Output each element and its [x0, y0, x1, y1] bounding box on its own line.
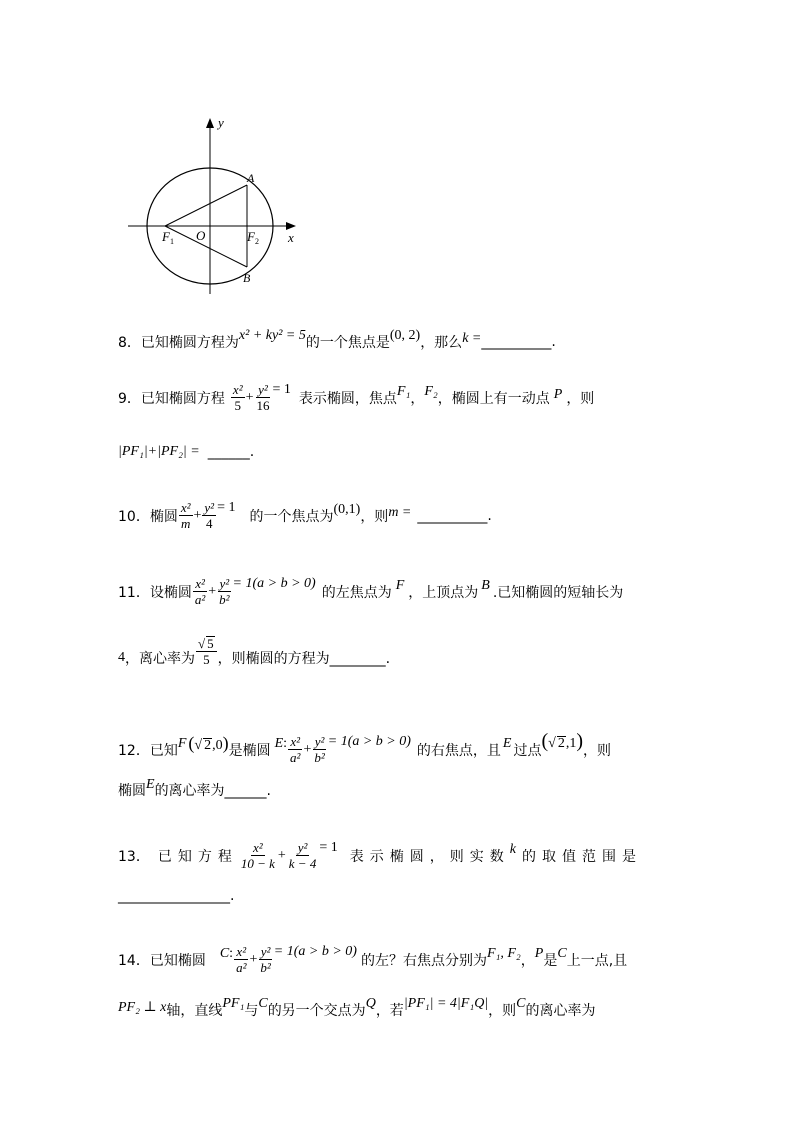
q9-text-end: ，则 [566, 390, 595, 407]
q8-equation: x² + ky² = 5 [238, 328, 306, 343]
q11-short-axis: 4 [118, 649, 125, 665]
q10-m: m = [388, 504, 412, 520]
label-x: x [288, 230, 294, 245]
q9-number: 9． [118, 390, 141, 407]
label-F1: F [162, 229, 170, 244]
q14-relation: |PF₁| = 4|F₁Q| [403, 996, 489, 1011]
q13-blank: ________________. [118, 888, 235, 904]
q12-text-l2b: 的离心率为______. [154, 783, 272, 799]
q11-condition: = 1(a > b > 0) [232, 575, 316, 591]
q11-frac-x-num: x² [195, 576, 205, 591]
x-axis-arrow [286, 222, 296, 230]
plus-sign: + [249, 951, 258, 967]
q9-frac-y [255, 382, 272, 413]
q8-number: 8． [118, 335, 141, 351]
q8-blank: __________. [481, 334, 556, 350]
q9-eq: = 1 [272, 381, 291, 397]
q11-frac-ecc [196, 636, 217, 667]
q9-text-post: ，椭圆上有一动点 [437, 390, 550, 407]
q11-B: B [481, 577, 490, 593]
q12-E3: E [146, 777, 155, 792]
question-10 [118, 500, 492, 531]
q14-Q: Q [365, 996, 376, 1011]
label-F2: F [247, 229, 255, 244]
q14-text-l2g: 的离心率为 [525, 1003, 596, 1019]
q12-E2: E [502, 735, 512, 751]
q11-frac-y-num: y² [219, 576, 230, 591]
q12-frac-x-num: x² [290, 734, 301, 749]
q12-frac-y-num: y² [314, 734, 325, 749]
q13-frac-x-num: x² [253, 840, 263, 855]
label-F1-sub: 1 [170, 237, 174, 246]
q14-frac-y-num: y² [260, 944, 271, 959]
q14-frac-y-den: b² [260, 960, 271, 975]
q12-frac-y-den: b² [314, 750, 325, 765]
question-14-line2 [118, 996, 596, 1020]
q12-colon: : [283, 735, 288, 751]
q10-frac-x-den: m [180, 516, 191, 531]
q10-eq: = 1 [217, 499, 236, 515]
q14-text-l2c: 与 [244, 1003, 259, 1019]
q9-frac-x-den: 5 [234, 398, 241, 413]
q13-frac-x [239, 840, 277, 871]
question-8 [118, 328, 556, 352]
q14-C2: C [557, 945, 567, 961]
q10-frac-y [202, 500, 216, 531]
q12-F: F [177, 735, 187, 751]
question-14 [118, 944, 627, 975]
q13-eq: = 1 [319, 839, 338, 855]
question-9-line2 [118, 444, 254, 460]
question-12 [118, 730, 612, 765]
q12-sqrt2b: 2 [557, 736, 565, 751]
q12-sqrt2: 2 [204, 738, 212, 753]
q13-text-mid: 表示椭圆，则实数 [349, 848, 510, 865]
q12-F-point: (√ 2,0) [188, 733, 229, 753]
q14-P: P [534, 945, 544, 961]
q13-text-post: 的取值范围是 [521, 848, 642, 865]
q10-text-pre: 椭圆 [149, 508, 178, 525]
q9-F1: F₁ [396, 383, 411, 399]
q12-text-end: ，则 [583, 742, 612, 759]
q10-text-post: ，则 [360, 508, 389, 525]
q9-F2: F₂ [424, 383, 438, 399]
q14-frac-x-num: x² [236, 944, 247, 959]
q12-pass-point: (√ 2,1) [541, 730, 584, 752]
q12-text-mid3: 过点 [513, 742, 542, 759]
segment-F1A [165, 185, 247, 226]
segment-F1B [165, 226, 247, 267]
q10-blank: __________. [417, 507, 492, 524]
question-12-line2 [118, 777, 272, 800]
q12-frac-x-den: a² [290, 750, 301, 765]
q12-frac-y [312, 734, 326, 765]
q14-frac-x [234, 944, 248, 975]
q12-number: 12． [118, 742, 150, 759]
q11-frac-y-den: b² [219, 592, 230, 607]
q14-colon: : [229, 945, 234, 961]
q13-text-pre: 已知方程 [157, 848, 238, 865]
label-y: y [218, 115, 224, 130]
ellipse-figure [120, 110, 310, 300]
q9-text-pre: 已知椭圆方程 [140, 390, 225, 407]
q13-frac-y [287, 840, 319, 871]
q11-sqrt5: 5 [207, 636, 214, 651]
q12-E: E [274, 735, 284, 751]
q12-text-mid2: 的右焦点，且 [416, 742, 501, 759]
plus-sign: + [208, 583, 217, 599]
q13-k: k [509, 841, 516, 857]
q11-text-ecc: ，离心率为 [125, 650, 195, 667]
q14-perp: PF₂ ⊥ x [118, 999, 167, 1015]
q14-C3: C [258, 996, 268, 1011]
q14-text-pre: 已知椭圆 [149, 952, 206, 969]
q10-number: 10． [118, 508, 150, 525]
q10-frac-x-num: x² [180, 500, 191, 515]
q10-point: (0,1) [333, 501, 361, 517]
q8-point: (0, 2) [389, 328, 421, 343]
q14-text-l2f: ，则 [488, 1003, 517, 1019]
q10-frac-x [179, 500, 193, 531]
q11-F: F [395, 577, 405, 593]
q9-frac-x [231, 382, 245, 413]
q11-number: 11． [118, 584, 150, 601]
q13-frac-y-den: k − 4 [288, 856, 317, 871]
q14-C: C [219, 945, 230, 961]
q9-frac-x-num: x² [232, 382, 243, 397]
q12-zero: ,0 [212, 738, 223, 753]
q14-F12: F₁, F₂ [486, 945, 521, 961]
q10-frac-y-num: y² [204, 500, 215, 515]
q11-text-mid: 的左焦点为 [321, 584, 392, 601]
q12-text-mid: 是椭圆 [228, 742, 271, 759]
q12-condition: = 1(a > b > 0) [327, 733, 411, 749]
q9-frac-y-num: y² [258, 382, 268, 397]
q9-comma: ， [410, 390, 425, 407]
question-11 [118, 576, 623, 607]
q9-frac-y-den: 16 [256, 398, 270, 413]
q14-frac-y [258, 944, 272, 975]
plus-sign: + [277, 847, 286, 863]
q14-frac-x-den: a² [236, 960, 247, 975]
q13-number: 13． [118, 848, 150, 865]
question-11-line2 [118, 636, 390, 667]
q9-P: P [553, 386, 563, 402]
q14-text-mid2: 是 [543, 952, 558, 969]
plus-sign: + [193, 507, 202, 523]
label-F2-sub: 2 [255, 237, 259, 246]
q14-C4: C [516, 996, 526, 1011]
question-13-line2 [118, 888, 234, 904]
q14-PF1: PF₁ [222, 996, 245, 1011]
q8-text-mid: 的一个焦点是 [305, 335, 390, 351]
q14-text-l2e: ，若 [375, 1003, 404, 1019]
q11-text-post: .已知椭圆的短轴长为 [492, 584, 624, 601]
q10-frac-y-den: 4 [205, 516, 213, 531]
q12-frac-x [288, 734, 302, 765]
q11-frac-x [193, 576, 207, 607]
q12-text-l2a: 椭圆 [118, 783, 146, 799]
q9-blank: ______. [207, 444, 255, 460]
q14-number: 14． [118, 952, 150, 969]
q13-frac-y-num: y² [297, 840, 308, 855]
q11-frac-y [217, 576, 231, 607]
q13-frac-x-den: 10 − k [240, 856, 275, 871]
q11-frac-x-den: a² [194, 592, 206, 607]
label-A: A [247, 171, 255, 185]
question-13 [118, 840, 642, 871]
q10-text-mid: 的一个焦点为 [249, 508, 334, 525]
plus-sign: + [245, 389, 254, 405]
q12-pt-tail: ,1 [565, 736, 577, 751]
q8-text-post: ，那么 [420, 335, 463, 351]
q11-frac-ecc-num: √ 5 [196, 636, 217, 652]
q9-expression: |PF₁|+|PF₂| = [118, 444, 200, 459]
q14-text-mid: 的左？右焦点分别为 [360, 952, 487, 969]
q11-text-pre: 设椭圆 [149, 584, 192, 601]
q14-text-post: 上一点,且 [566, 952, 628, 969]
q14-text-l2d: 的另一个交点为 [267, 1003, 366, 1019]
q8-k: k = [462, 331, 482, 346]
y-axis-arrow [206, 118, 214, 128]
label-B: B [243, 271, 251, 285]
q9-text-mid: 表示椭圆，焦点 [298, 390, 397, 407]
plus-sign: + [303, 741, 312, 757]
q14-text-l2b: 轴，直线 [166, 1003, 223, 1019]
q11-frac-ecc-den: 5 [203, 652, 210, 667]
q12-text-pre: 已知 [149, 742, 178, 759]
q8-text-pre: 已知椭圆方程为 [140, 335, 239, 351]
q11-text-mid2: ，上顶点为 [408, 584, 479, 601]
question-9 [118, 382, 594, 413]
q14-comma: ， [520, 952, 535, 969]
label-O: O [196, 228, 206, 243]
q14-condition: = 1(a > b > 0) [273, 943, 357, 959]
q11-text-end: ，则椭圆的方程为________. [217, 650, 391, 667]
